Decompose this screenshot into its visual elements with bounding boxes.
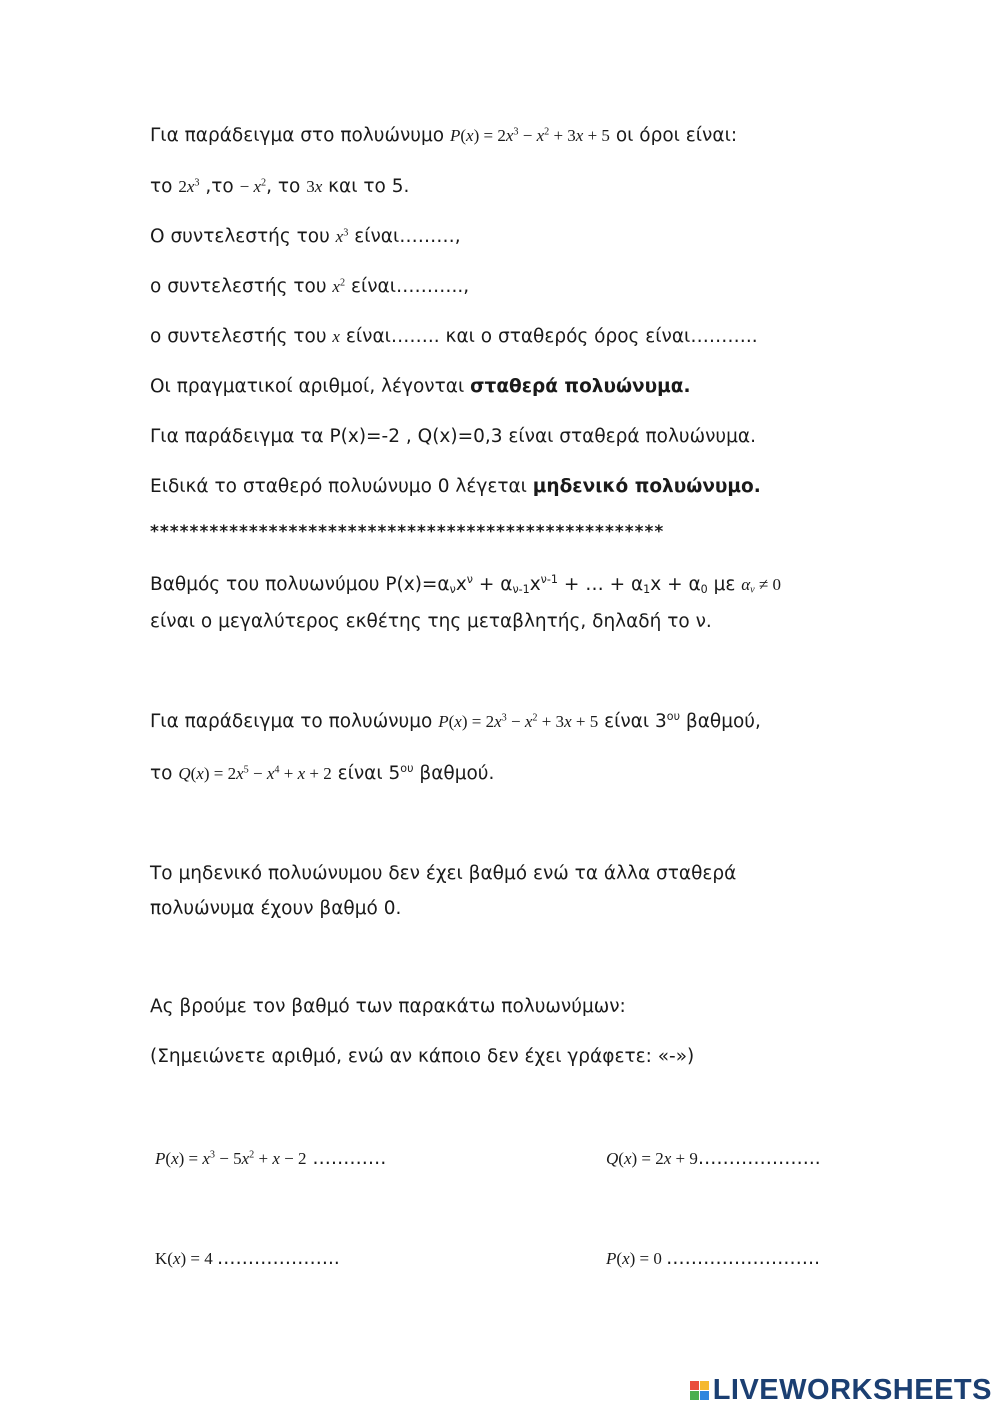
watermark-text: LIVEWORKSHEETS <box>712 1374 992 1406</box>
answer-blank-k[interactable]: ……………….. <box>217 1248 340 1269</box>
text-line-1: Για παράδειγμα στο πολυώνυμο $P(x) = 2x^3 - x^2 + 3x + 5$ οι όροι είναι: <box>150 125 738 146</box>
text-line-2: το $2x^3$ $,\tau o - x^2$, το 3x και το 5. <box>150 176 410 197</box>
exercise-p0: P(x) = 0 ……………………. <box>606 1248 820 1269</box>
text-line-9: Βαθμός του πολυωνύμου $P(x)=\alpha_\nu x^\nu + \alpha_{\nu-1}x^{\nu-1}$ + … + $\alpha_1x + \alpha_0$ με $\alpha_\nu \ne 0$ <box>150 572 782 596</box>
text-line-15: Ας βρούμε τον βαθμό των παρακάτω πολυωνύμων: <box>150 996 626 1017</box>
text-line-6: Οι πραγματικοί αριθμοί, λέγονται σταθερά πολυώνυμα. <box>150 376 691 397</box>
exercise-k: K(x) = 4 ……………….. <box>155 1248 340 1269</box>
text-line-14: πολυώνυμα έχουν βαθμό 0. <box>150 898 402 919</box>
answer-blank-p0[interactable]: ……………………. <box>666 1248 820 1269</box>
text-line-10: είναι ο μεγαλύτερος εκθέτης της μεταβλητής, δηλαδή το ν. <box>150 611 712 632</box>
text-line-13: Το μηδενικό πολυώνυμου δεν έχει βαθμό ενώ τα άλλα σταθερά <box>150 863 737 884</box>
liveworksheets-logo-icon <box>690 1381 709 1400</box>
formula-P: $P(x) = 2x^3 - x^2 + 3x + 5$ <box>449 126 610 145</box>
stars-divider: **************************************************** <box>150 522 665 542</box>
exercise-p: $P(x) = x^3 - 5x^2 + x - 2$ ………… <box>155 1148 387 1169</box>
text-line-7: Για παράδειγμα τα P(x)=-2 , Q(x)=0,3 είναι σταθερά πολυώνυμα. <box>150 426 756 447</box>
text-line-12: το $Q(x) = 2x^5 - x^4 + x + 2$ είναι $5^{o\upsilon}$ βαθμού. <box>150 761 495 784</box>
answer-blank-p[interactable]: ………… <box>306 1148 387 1169</box>
answer-blank-q[interactable]: ……………….. <box>697 1148 821 1169</box>
text-line-11: Για παράδειγμα το πολυώνυμο $P(x) = 2x^3 - x^2 + 3x + 5$ είναι $3^{o\upsilon}$ βαθμού, <box>150 709 761 732</box>
text-line-5: ο συντελεστής του x είναι…….. και ο σταθερός όρος είναι……….. <box>150 326 758 347</box>
text-line-4: ο συντελεστής του $x^2$ είναι……….., <box>150 276 470 297</box>
text-line-3: Ο συντελεστής του $x^3$ είναι………, <box>150 226 461 247</box>
text-line-16: (Σημειώνετε αριθμό, ενώ αν κάποιο δεν έχει γράφετε: «-») <box>150 1046 695 1067</box>
text-line-8: Ειδικά το σταθερό πολυώνυμο 0 λέγεται μηδενικό πολυώνυμο. <box>150 476 761 497</box>
exercise-q: Q(x) = 2x + 9……………….. <box>606 1148 821 1169</box>
liveworksheets-watermark <box>690 1374 992 1407</box>
